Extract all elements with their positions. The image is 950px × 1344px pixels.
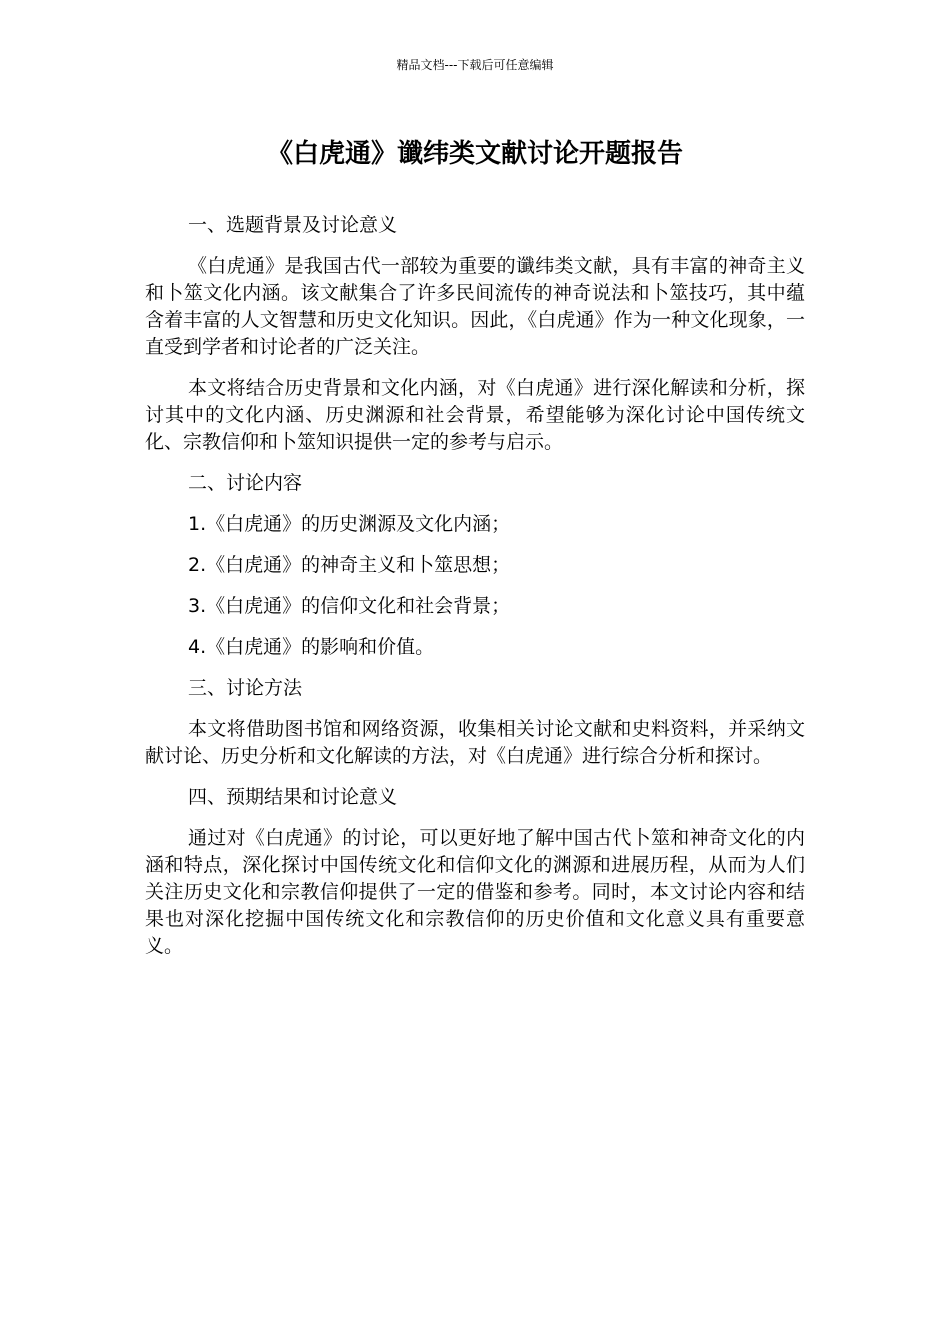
document-body bbox=[145, 212, 805, 974]
section-heading-background: 一、选题背景及讨论意义 bbox=[188, 214, 398, 236]
paragraph-background-2: 本文将结合历史背景和文化内涵，对《白虎通》进行深化解读和分析，探讨其中的文化内涵、历史渊源和社会背景，希望能够为深化讨论中国传统文化、宗教信仰和卜筮知识提供一定的参考与启示。 bbox=[145, 377, 805, 453]
list-item: 4.《白虎通》的影响和价值。 bbox=[188, 636, 435, 658]
section-heading-results: 四、预期结果和讨论意义 bbox=[188, 786, 398, 808]
section-heading-method: 三、讨论方法 bbox=[188, 677, 303, 699]
document-title: 《白虎通》谶纬类文献讨论开题报告 bbox=[266, 139, 683, 169]
list-item: 2.《白虎通》的神奇主义和卜筮思想； bbox=[188, 554, 511, 576]
page-header: 精品文档---下载后可任意编辑 bbox=[396, 58, 554, 72]
paragraph-background-1: 《白虎通》是我国古代一部较为重要的谶纬类文献，具有丰富的神奇主义和卜筮文化内涵。该文献集合了许多民间流传的神奇说法和卜筮技巧，其中蕴含着丰富的人文智慧和历史文化知识。因此，《白虎通》作为一种文化现象，一直受到学者和讨论者的广泛关注。 bbox=[145, 255, 805, 358]
paragraph-method: 本文将借助图书馆和网络资源，收集相关讨论文献和史料资料，并采纳文献讨论、历史分析和文化解读的方法，对《白虎通》进行综合分析和探讨。 bbox=[145, 718, 805, 767]
paragraph-results: 通过对《白虎通》的讨论，可以更好地了解中国古代卜筮和神奇文化的内涵和特点，深化探讨中国传统文化和信仰文化的渊源和进展历程，从而为人们关注历史文化和宗教信仰提供了一定的借鉴和参考。同时，本文讨论内容和结果也对深化挖掘中国传统文化和宗教信仰的历史价值和文化意义具有重要意义。 bbox=[145, 827, 805, 957]
list-item: 1.《白虎通》的历史渊源及文化内涵； bbox=[188, 513, 511, 535]
list-item: 3.《白虎通》的信仰文化和社会背景； bbox=[188, 595, 511, 617]
section-heading-content: 二、讨论内容 bbox=[188, 472, 303, 494]
